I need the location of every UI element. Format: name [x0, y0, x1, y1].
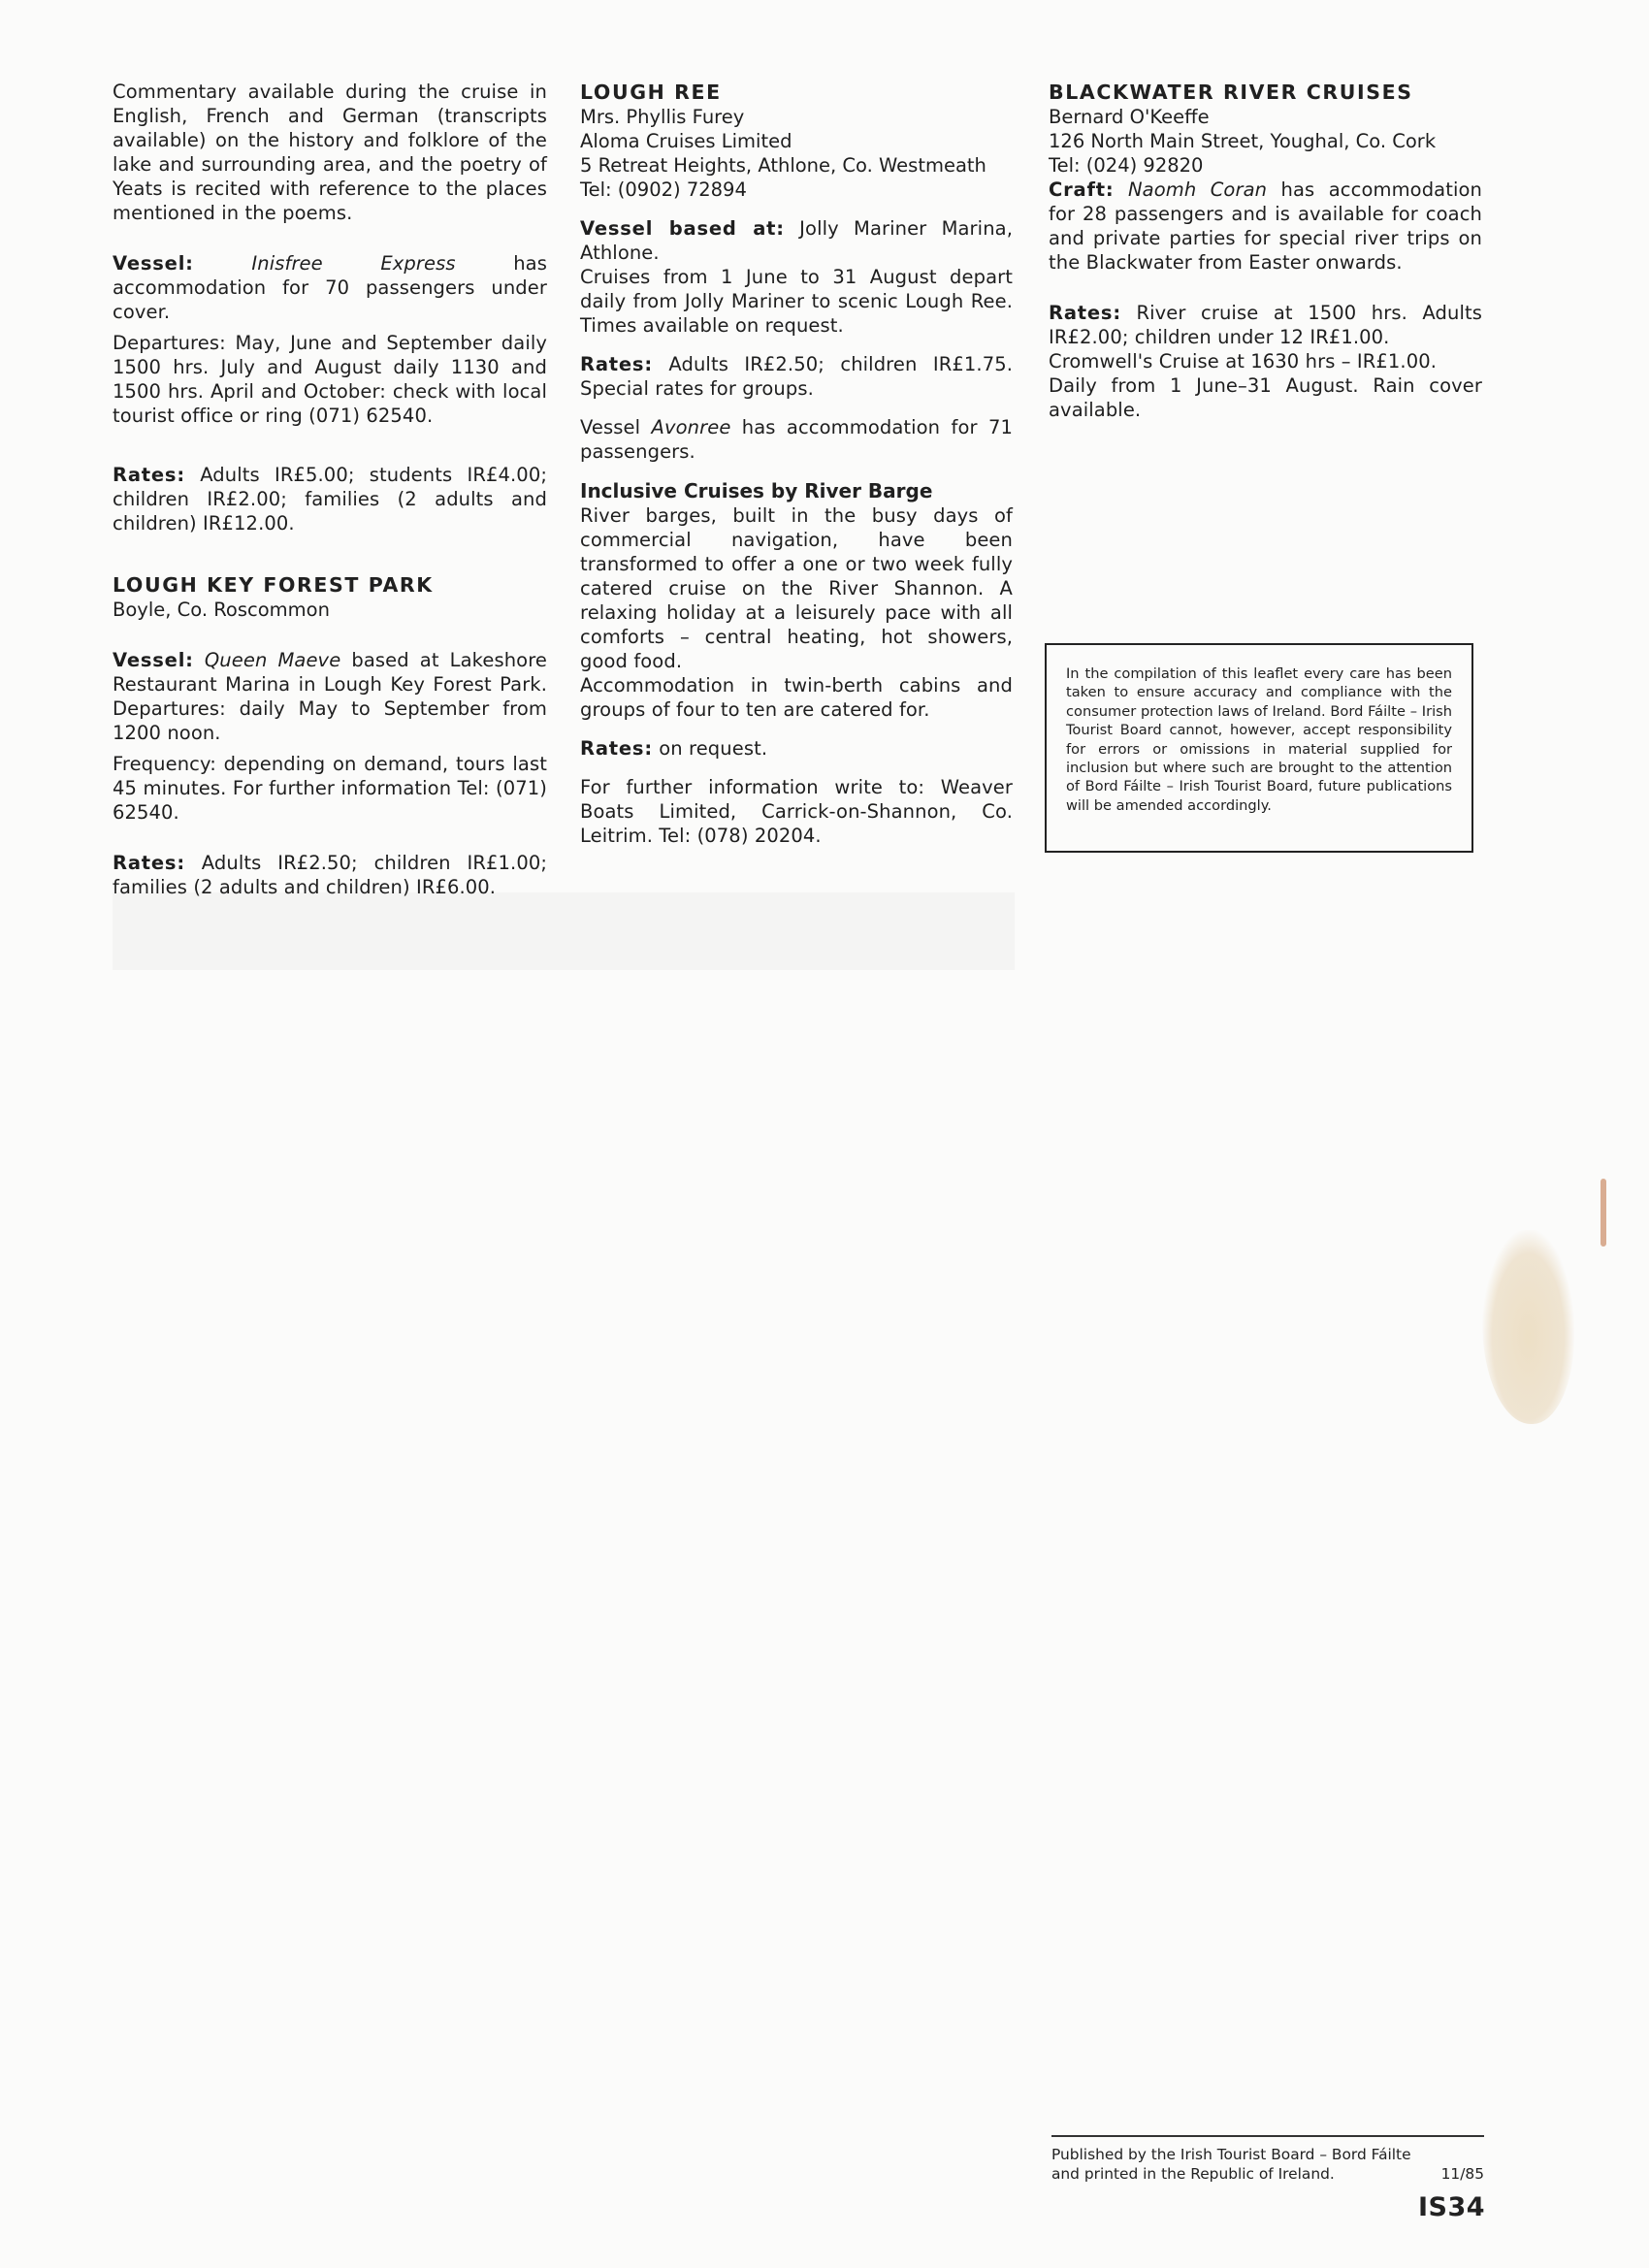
footer-rule — [1051, 2135, 1484, 2137]
avonree-paragraph — [580, 415, 1013, 464]
lough-key-vessel-paragraph — [113, 648, 547, 745]
lough-ree-contact: Mrs. Phyllis Furey — [580, 106, 745, 128]
blackwater-heading: BLACKWATER RIVER CRUISES — [1049, 81, 1413, 104]
river-barge-heading: Inclusive Cruises by River Barge — [580, 479, 933, 502]
blackwater-rates-label: Rates: — [1049, 302, 1121, 324]
lough-ree-vessel-paragraph — [580, 216, 1013, 265]
show-through-block — [113, 892, 1015, 970]
lough-key-vessel-text: based at Lakeshore Restaurant Marina in Lough Key Forest Park. Departures: daily May to September from 1200 noon. — [113, 649, 547, 744]
vessel-label: Vessel: — [113, 252, 194, 275]
lough-ree-heading: LOUGH REE — [580, 81, 722, 104]
column-right — [1049, 80, 1482, 422]
blackwater-address: 126 North Main Street, Youghal, Co. Cork — [1049, 130, 1437, 152]
publisher-note — [1051, 2145, 1484, 2184]
column-left — [113, 80, 547, 899]
lough-key-vessel-label: Vessel: — [113, 649, 194, 671]
avonree-name: Avonree — [651, 416, 731, 438]
blackwater-rates-paragraph — [1049, 301, 1482, 349]
further-info-paragraph: For further information write to: Weaver Boats Limited, Carrick-on-Shannon, Co. Leitrim. Tel: (078) 20204. — [580, 776, 1013, 847]
craft-paragraph — [1049, 178, 1482, 275]
leaflet-code: IS34 — [1418, 2192, 1486, 2222]
lough-ree-company: Aloma Cruises Limited — [580, 130, 792, 152]
publisher-line-2-row — [1051, 2164, 1484, 2184]
avonree-pre: Vessel — [580, 416, 652, 438]
barge-rates-paragraph — [580, 736, 1013, 761]
publisher-line-2: and printed in the Republic of Ireland. — [1051, 2165, 1335, 2183]
paper-stain — [1482, 1230, 1574, 1424]
lough-ree-tel: Tel: (0902) 72894 — [580, 178, 747, 201]
commentary-paragraph: Commentary available during the cruise in English, French and German (transcripts available) on the history and folklore of the lake and surrounding area, and the poetry of Yeats is recited with reference to the places mentioned in the poems. — [113, 81, 547, 224]
blackwater-contact: Bernard O'Keeffe — [1049, 106, 1210, 128]
disclaimer-text: In the compilation of this leaflet every care has been taken to ensure accuracy and compliance with the consumer protection laws of Ireland. Bord Fáilte – Irish Tourist Board cannot, however, accept responsibility for errors or omissions in material supplied for inclusion but where such are brought to the attention of Bord Fáilte – Irish Tourist Board, future publications will be amended accordingly. — [1066, 665, 1452, 814]
craft-label: Craft: — [1049, 178, 1115, 201]
lough-key-location: Boyle, Co. Roscommon — [113, 599, 330, 621]
vessel-paragraph — [113, 251, 547, 324]
lough-ree-cruises: Cruises from 1 June to 31 August depart daily from Jolly Mariner to scenic Lough Ree. Times available on request. — [580, 266, 1013, 337]
disclaimer-box — [1045, 643, 1473, 853]
vessel-text: has accommodation for 70 passengers under cover. — [113, 252, 547, 323]
accommodation-paragraph: Accommodation in twin-berth cabins and groups of four to ten are catered for. — [580, 674, 1013, 721]
river-barge-paragraph: River barges, built in the busy days of commercial navigation, have been transformed to offer a one or two week fully catered cruise on the River Shannon. A relaxing holiday at a leisurely pace with all comforts – central heating, hot showers, good food. — [580, 504, 1013, 672]
avonree-text: has accommodation for 71 passengers. — [580, 416, 1013, 463]
lough-key-vessel-name: Queen Maeve — [204, 649, 341, 671]
lough-ree-vessel-text: Jolly Mariner Marina, Athlone. — [580, 217, 1013, 264]
lough-key-rates-paragraph — [113, 851, 547, 899]
lough-ree-rates-paragraph — [580, 352, 1013, 401]
lough-key-rates-label: Rates: — [113, 852, 185, 874]
departures-paragraph: Departures: May, June and September daily 1500 hrs. July and August daily 1130 and 1500 hrs. April and October: check with local tourist office or ring (071) 62540. — [113, 332, 547, 427]
paper-stain-edge — [1600, 1179, 1606, 1247]
lough-ree-vessel-label: Vessel based at: — [580, 217, 785, 240]
blackwater-rates-text: River cruise at 1500 hrs. Adults IR£2.00; children under 12 IR£1.00. — [1049, 302, 1482, 348]
craft-name: Naomh Coran — [1127, 178, 1268, 201]
lough-ree-rates-text: Adults IR£2.50; children IR£1.75. Special rates for groups. — [580, 353, 1013, 400]
daily-schedule: Daily from 1 June–31 August. Rain cover available. — [1049, 374, 1482, 421]
lough-key-heading: LOUGH KEY FOREST PARK — [113, 573, 434, 597]
publication-date: 11/85 — [1440, 2165, 1484, 2183]
craft-text: has accommodation for 28 passengers and is available for coach and private parties for special river trips on the Blackwater from Easter onwards. — [1049, 178, 1482, 274]
vessel-name: Inisfree Express — [251, 252, 456, 275]
lough-ree-address: 5 Retreat Heights, Athlone, Co. Westmeath — [580, 154, 986, 177]
column-middle — [580, 80, 1013, 848]
barge-rates-text: on request. — [652, 737, 768, 760]
cromwell-cruise: Cromwell's Cruise at 1630 hrs – IR£1.00. — [1049, 350, 1438, 373]
rates-label: Rates: — [113, 464, 185, 486]
barge-rates-label: Rates: — [580, 737, 653, 760]
blackwater-tel: Tel: (024) 92820 — [1049, 154, 1204, 177]
rates-text: Adults IR£5.00; students IR£4.00; children IR£2.00; families (2 adults and children) IR£12.00. — [113, 464, 547, 535]
lough-key-rates-text: Adults IR£2.50; children IR£1.00; families (2 adults and children) IR£6.00. — [113, 852, 547, 898]
lough-key-frequency: Frequency: depending on demand, tours last 45 minutes. For further information Tel: (071) 62540. — [113, 753, 547, 824]
lough-ree-rates-label: Rates: — [580, 353, 653, 375]
rates-paragraph — [113, 463, 547, 535]
publisher-line-1: Published by the Irish Tourist Board – Bord Fáilte — [1051, 2146, 1411, 2163]
